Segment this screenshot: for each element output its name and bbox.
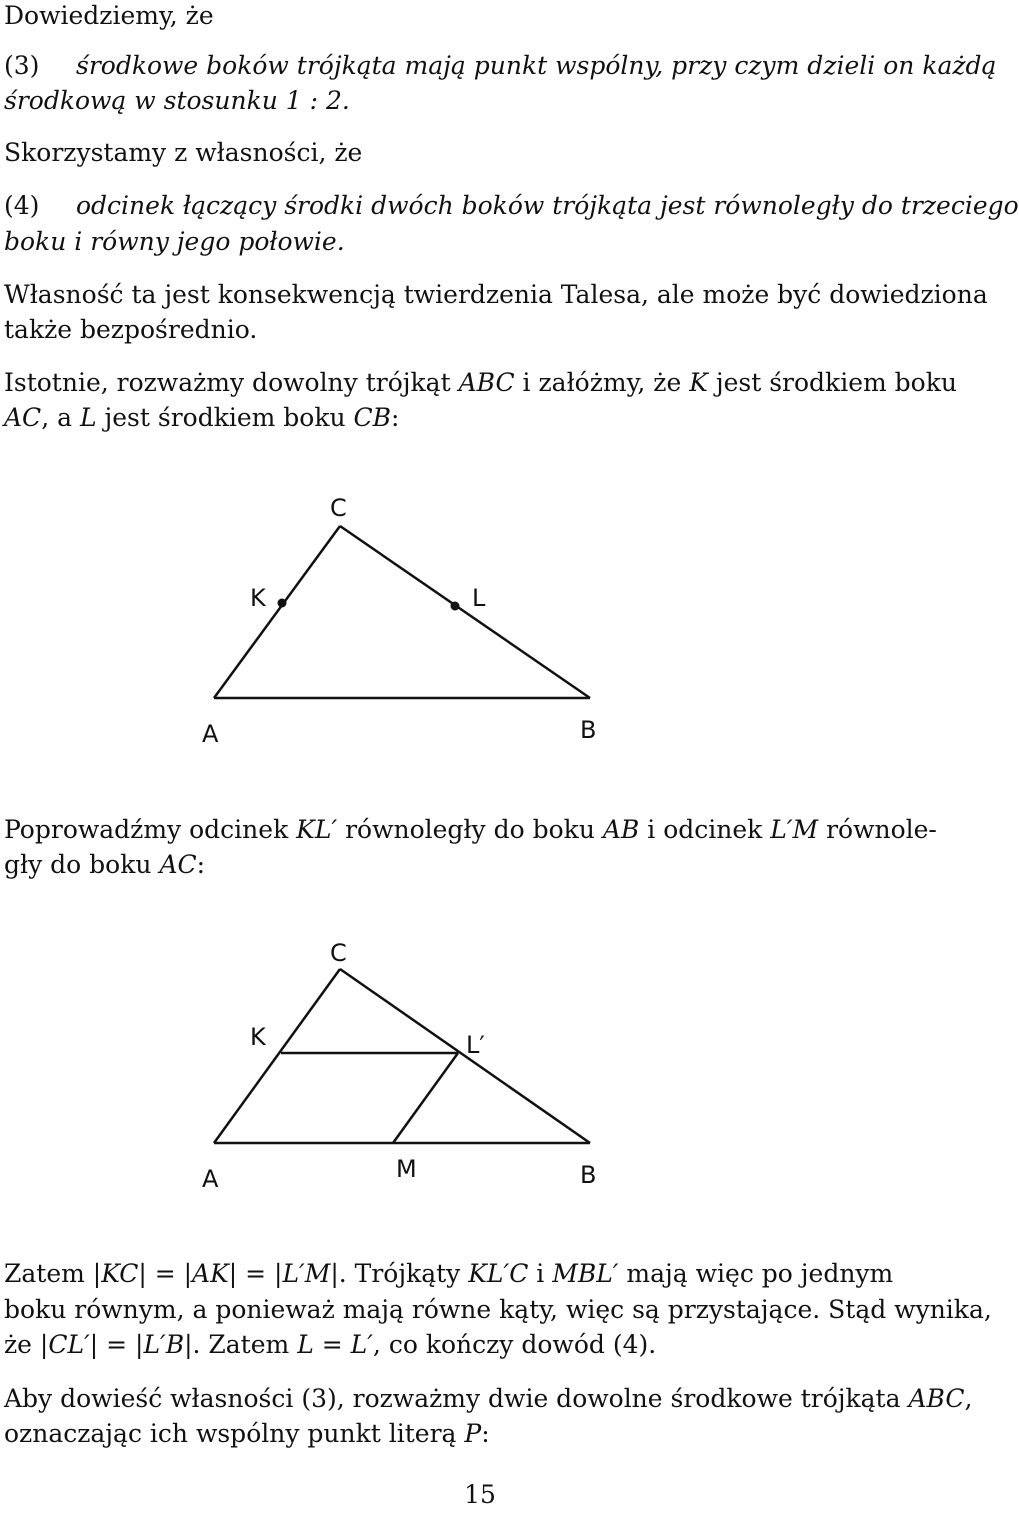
text-run: Aby dowieść własności (3), rozważmy dwie dowolne środkowe trójkąta <box>4 1384 909 1413</box>
segment-l-prime-m <box>393 1053 458 1143</box>
triangle-parallels-figure <box>0 925 960 1200</box>
text-run: że <box>4 1330 40 1359</box>
math-mbl-prime: MBL′ <box>552 1259 619 1288</box>
paragraph-poprowadzmy-line-1 <box>4 814 958 846</box>
math-cb: CB <box>353 403 392 432</box>
text-run: Poprowadźmy odcinek <box>4 815 297 844</box>
side-cb <box>340 526 590 698</box>
text-run: jest środkiem boku <box>707 368 957 397</box>
property-3-line-2 <box>4 85 958 117</box>
paragraph-wlasnosc-line-2 <box>4 314 958 346</box>
point-label-l-prime: L′ <box>466 1031 485 1059</box>
paragraph-zatem-line-2 <box>4 1294 992 1326</box>
side-ac <box>214 969 340 1143</box>
side-ac <box>214 526 340 698</box>
text-run: , a <box>41 403 80 432</box>
skorzystamy-text: Skorzystamy z własności, że <box>4 138 363 167</box>
paragraph-aby-line-2 <box>4 1418 958 1450</box>
math-kl-prime-c: KL′C <box>468 1259 529 1288</box>
text-run: , co kończy dowód (4). <box>372 1330 657 1359</box>
vertex-label-b: B <box>580 716 597 744</box>
midpoint-k-dot <box>278 599 287 608</box>
page-number: 15 <box>464 1480 496 1509</box>
text-run: gły do boku <box>4 850 160 879</box>
text-run: i <box>528 1259 553 1288</box>
property-4-line-1 <box>4 190 1019 222</box>
side-cb <box>340 969 590 1143</box>
text-run: : <box>481 1419 490 1448</box>
text-run: mają więc po jednym <box>618 1259 894 1288</box>
intro-line <box>4 0 958 32</box>
paragraph-istotnie-line-1 <box>4 367 958 399</box>
paragraph-poprowadzmy-line-2 <box>4 849 958 881</box>
math-l-equals-l-prime: L = L′ <box>297 1330 373 1359</box>
text-run: i załóżmy, że <box>514 368 690 397</box>
text-run: . Trójkąty <box>338 1259 469 1288</box>
math-kl-prime: KL′ <box>296 815 338 844</box>
math-p: P <box>464 1419 482 1448</box>
property-4-line-2 <box>4 226 958 258</box>
intro-text: Dowiedziemy, że <box>4 1 214 30</box>
math-abc: ABC <box>458 368 515 397</box>
text-run: równoległy do boku <box>337 815 603 844</box>
vertex-label-a: A <box>202 720 219 748</box>
math-l: L <box>79 403 97 432</box>
paragraph-skorzystamy <box>4 137 958 169</box>
math-ab: AB <box>602 815 640 844</box>
paragraph-wlasnosc-line-1 <box>4 279 988 311</box>
midpoint-l-dot <box>451 602 460 611</box>
vertex-label-a: A <box>202 1165 219 1193</box>
point-label-m: M <box>396 1155 417 1183</box>
vertex-label-c: C <box>330 494 347 522</box>
math-ac: AC <box>159 850 197 879</box>
math-ac: AC <box>4 403 42 432</box>
point-label-k: K <box>250 1023 266 1051</box>
property-3-text-1: środkowe boków trójkąta mają punkt wspólny, przy czym dzieli on każdą <box>76 51 997 80</box>
wlasnosc-text-2: także bezpośrednio. <box>4 315 258 344</box>
property-3-line-1 <box>4 50 997 82</box>
property-3-text-2: środkową w stosunku 1 : 2. <box>4 86 350 115</box>
text-run: równole- <box>818 815 937 844</box>
paragraph-aby-line-1 <box>4 1383 973 1415</box>
math-l-prime-m: L′M <box>770 815 819 844</box>
text-run: i odcinek <box>639 815 771 844</box>
point-label-k: K <box>250 584 266 612</box>
paragraph-zatem-line-3 <box>4 1329 958 1361</box>
property-3-label: (3) <box>4 51 40 80</box>
text-run: , <box>964 1384 973 1413</box>
math-k: K <box>689 368 708 397</box>
property-4-text-1: odcinek łączący środki dwóch boków trójkąta jest równoległy do trzeciego <box>76 191 1019 220</box>
triangle-midpoints-figure <box>0 480 960 755</box>
vertex-label-c: C <box>330 939 347 967</box>
property-4-text-2: boku i równy jego połowie. <box>4 227 345 256</box>
text-run: : <box>196 850 206 879</box>
vertex-label-b: B <box>580 1161 597 1189</box>
math-cl-prime-equal: |CL′| = |L′B| <box>39 1330 193 1359</box>
property-4-label: (4) <box>4 191 40 220</box>
text-run: : <box>391 403 400 432</box>
paragraph-zatem-line-1 <box>4 1258 958 1290</box>
math-abc: ABC <box>908 1384 965 1413</box>
math-equal-segments: |KC| = |AK| = |L′M| <box>92 1259 339 1288</box>
paragraph-istotnie-line-2 <box>4 402 958 434</box>
point-label-l: L <box>472 584 486 612</box>
text-run: jest środkiem boku <box>96 403 354 432</box>
text-run: Istotnie, rozważmy dowolny trójkąt <box>4 368 459 397</box>
text-run: Zatem <box>4 1259 93 1288</box>
text-run: oznaczając ich wspólny punkt literą <box>4 1419 465 1448</box>
text-run: . Zatem <box>192 1330 298 1359</box>
text-run: boku równym, a ponieważ mają równe kąty, więc są przystające. Stąd wynika, <box>4 1295 992 1324</box>
wlasnosc-text-1: Własność ta jest konsekwencją twierdzenia Talesa, ale może być dowiedziona <box>4 280 988 309</box>
